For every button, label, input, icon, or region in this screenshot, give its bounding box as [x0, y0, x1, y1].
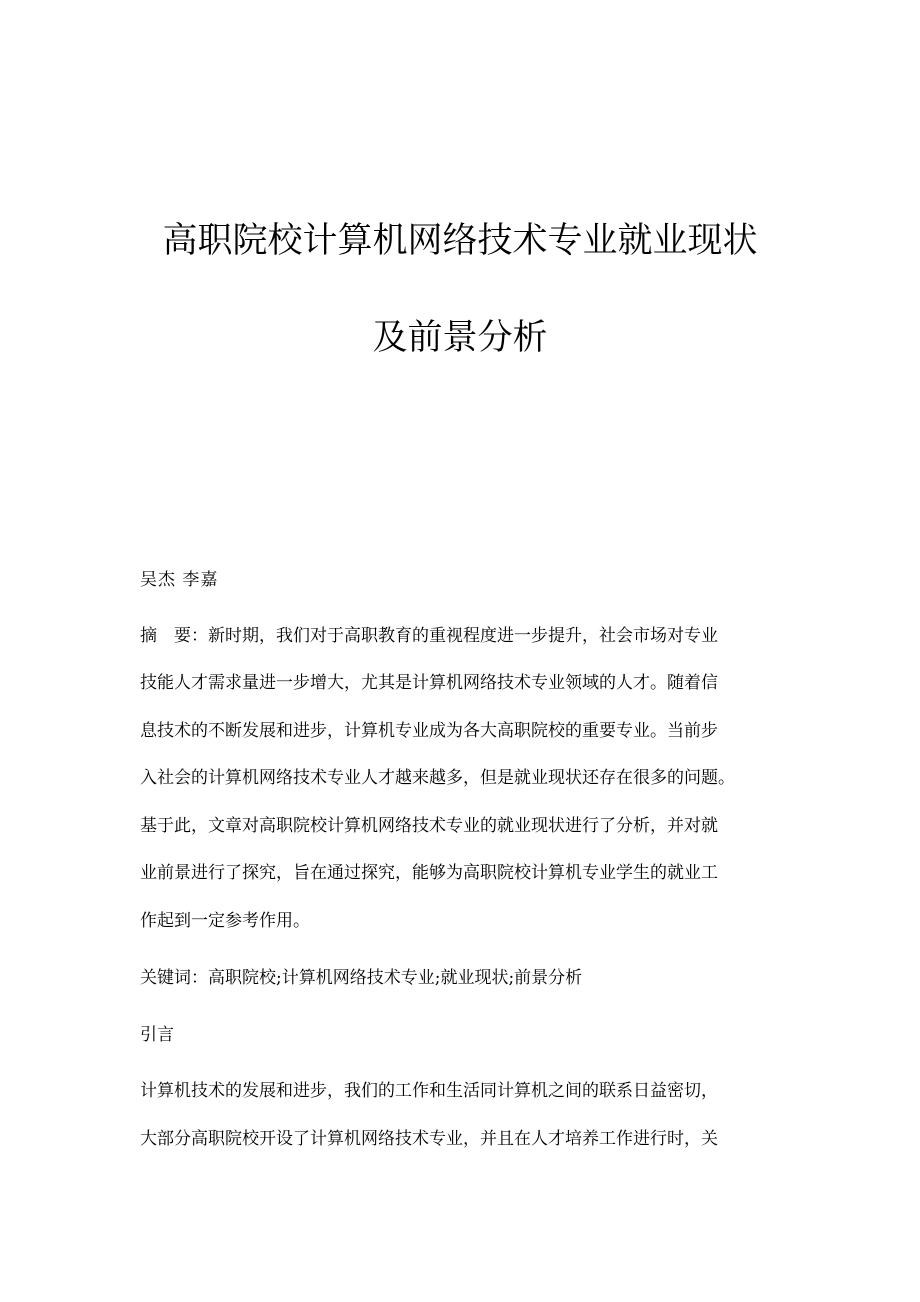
abstract-line: 息技术的不断发展和进步，计算机专业成为各大高职院校的重要专业。当前步 — [140, 721, 718, 741]
abstract-line: 作起到一定参考作用。 — [140, 911, 310, 931]
authors: 吴杰 李嘉 — [140, 570, 219, 590]
keywords: 关键词：高职院校;计算机网络技术专业;就业现状;前景分析 — [140, 968, 583, 988]
intro-line: 计算机技术的发展和进步，我们的工作和生活同计算机之间的联系日益密切， — [140, 1081, 718, 1101]
intro-heading: 引言 — [140, 1025, 174, 1045]
document-title-line-1: 高职院校计算机网络技术专业就业现状 — [162, 221, 758, 261]
abstract-line: 技能人才需求量进一步增大，尤其是计算机网络技术专业领域的人才。随着信 — [140, 673, 718, 693]
abstract-line: 入社会的计算机网络技术专业人才越来越多，但是就业现状还存在很多的问题。 — [140, 768, 735, 788]
abstract-line: 业前景进行了探究，旨在通过探究，能够为高职院校计算机专业学生的就业工 — [140, 863, 718, 883]
document-title-line-2: 及前景分析 — [372, 318, 548, 358]
abstract-line: 摘 要：新时期，我们对于高职教育的重视程度进一步提升，社会市场对专业 — [140, 626, 718, 646]
abstract-line: 基于此，文章对高职院校计算机网络技术专业的就业现状进行了分析，并对就 — [140, 816, 718, 836]
intro-line: 大部分高职院校开设了计算机网络技术专业，并且在人才培养工作进行时，关 — [140, 1129, 718, 1149]
